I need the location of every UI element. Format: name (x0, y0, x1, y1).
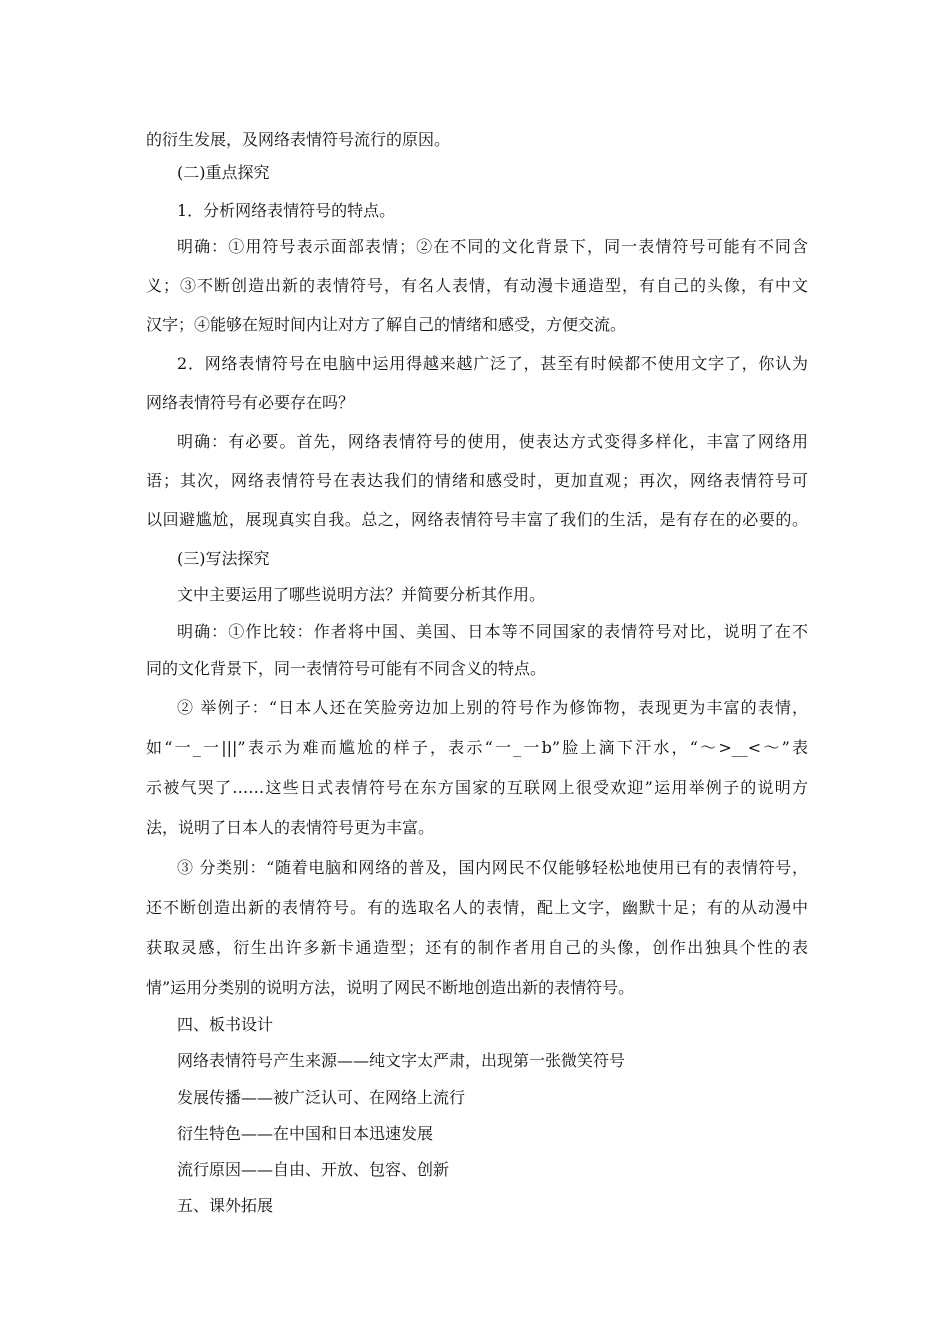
question-heading: 2．网络表情符号在电脑中运用得越来越广泛了，甚至有时候都不使用文字了，你认为 (177, 354, 808, 373)
paragraph-line: ② 举例子：“日本人还在笑脸旁边加上别的符号作为修饰物，表现更为丰富的表情， (177, 698, 808, 717)
question-heading: 文中主要运用了哪些说明方法？并简要分析其作用。 (177, 585, 546, 604)
paragraph-line: 明确：①作比较：作者将中国、美国、日本等不同国家的表情符号对比，说明了在不 (177, 622, 808, 641)
paragraph-line: 如“一_一|||”表示为难而尴尬的样子，表示“一_一b”脸上滴下汗水，“～>__<～”表 (146, 738, 808, 757)
paragraph-line: 还不断创造出新的表情符号。有的选取名人的表情，配上文字，幽默十足；有的从动漫中 (146, 898, 808, 917)
section-heading: (三)写法探究 (177, 549, 270, 568)
paragraph-line: 示被气哭了……这些日式表情符号在东方国家的互联网上很受欢迎”运用举例子的说明方 (146, 778, 808, 797)
paragraph-line: 语；其次，网络表情符号在表达我们的情绪和感受时，更加直观；再次，网络表情符号可 (146, 471, 808, 490)
paragraph-line: 同的文化背景下，同一表情符号可能有不同含义的特点。 (146, 659, 547, 678)
section-heading: 四、板书设计 (177, 1015, 274, 1034)
paragraph-line: 汉字；④能够在短时间内让对方了解自己的情绪和感受，方便交流。 (146, 315, 627, 334)
section-heading: 五、课外拓展 (177, 1196, 274, 1215)
paragraph-line: 以回避尴尬，展现真实自我。总之，网络表情符号丰富了我们的生活，是有存在的必要的。 (146, 510, 808, 529)
board-line: 发展传播——被广泛认可、在网络上流行 (177, 1088, 466, 1107)
paragraph-line: 明确：有必要。首先，网络表情符号的使用，使表达方式变得多样化，丰富了网络用 (177, 432, 808, 451)
paragraph-line: 获取灵感，衍生出许多新卡通造型；还有的制作者用自己的头像，创作出独具个性的表 (146, 938, 808, 957)
board-line: 网络表情符号产生来源——纯文字太严肃，出现第一张微笑符号 (177, 1051, 626, 1070)
board-line: 流行原因——自由、开放、包容、创新 (177, 1160, 450, 1179)
paragraph-line: ③ 分类别：“随着电脑和网络的普及，国内网民不仅能够轻松地使用已有的表情符号， (177, 858, 808, 877)
section-heading: (二)重点探究 (177, 163, 270, 182)
paragraph-line: 义；③不断创造出新的表情符号，有名人表情，有动漫卡通造型，有自己的头像，有中文 (146, 276, 808, 295)
paragraph-line: 明确：①用符号表示面部表情；②在不同的文化背景下，同一表情符号可能有不同含 (177, 237, 808, 256)
paragraph-line: 情”运用分类别的说明方法，说明了网民不断地创造出新的表情符号。 (146, 978, 635, 997)
paragraph-line: 网络表情符号有必要存在吗？ (146, 393, 355, 412)
board-line: 衍生特色——在中国和日本迅速发展 (177, 1124, 434, 1143)
paragraph-line: 的衍生发展，及网络表情符号流行的原因。 (146, 130, 451, 149)
question-heading: 1．分析网络表情符号的特点。 (177, 201, 396, 220)
paragraph-line: 法，说明了日本人的表情符号更为丰富。 (146, 818, 435, 837)
